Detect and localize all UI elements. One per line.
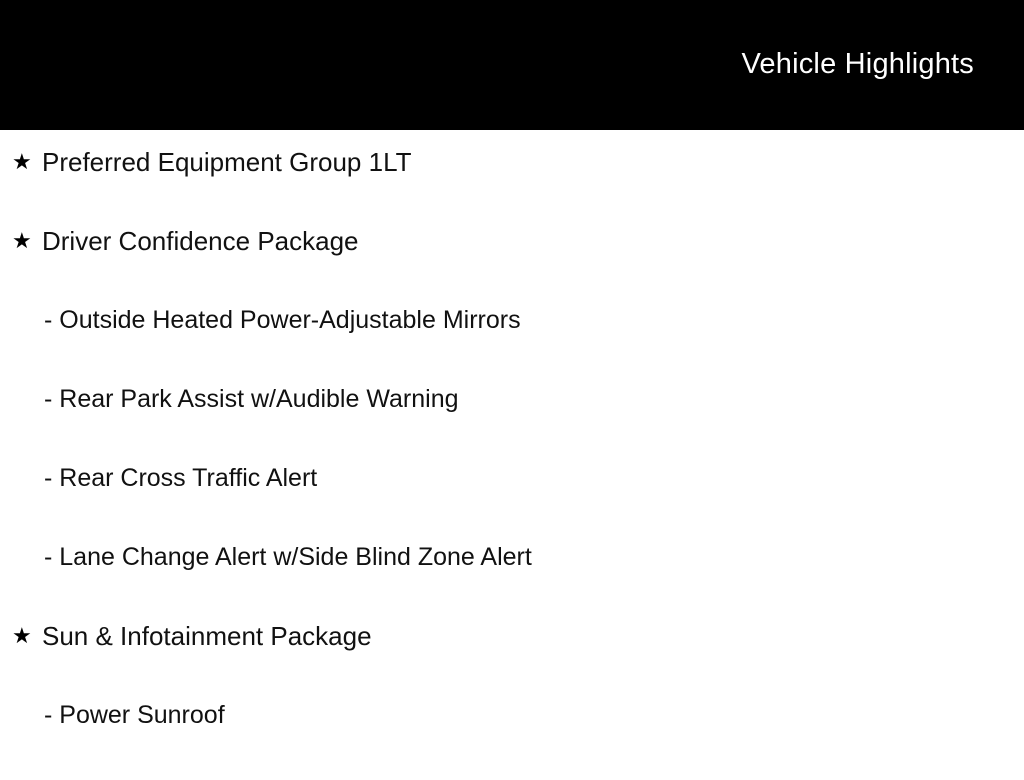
star-icon: ★: [12, 623, 32, 648]
list-item: [0, 543, 1024, 622]
list-item-label: - Power Sunroof: [44, 701, 225, 729]
star-icon: ★: [12, 228, 32, 253]
list-item: [0, 306, 1024, 385]
list-item: [0, 148, 1024, 227]
list-item: [0, 385, 1024, 464]
star-icon: ★: [12, 149, 32, 174]
list-item-label: - Rear Cross Traffic Alert: [44, 464, 318, 492]
list-item-label: - Rear Park Assist w/Audible Warning: [44, 385, 459, 413]
list-item-label: - Lane Change Alert w/Side Blind Zone Alert: [44, 543, 532, 571]
page-title: Vehicle Highlights: [741, 48, 974, 81]
list-item-label: Sun & Infotainment Package: [42, 621, 372, 651]
list-item: [0, 227, 1024, 306]
highlights-list: [0, 130, 1024, 780]
header-bar: [0, 0, 1024, 130]
list-item-label: Preferred Equipment Group 1LT: [42, 147, 412, 177]
list-item-label: Driver Confidence Package: [42, 226, 359, 256]
list-item: [0, 701, 1024, 780]
list-item: [0, 622, 1024, 701]
list-item: [0, 464, 1024, 543]
list-item-label: - Outside Heated Power-Adjustable Mirrors: [44, 306, 521, 334]
